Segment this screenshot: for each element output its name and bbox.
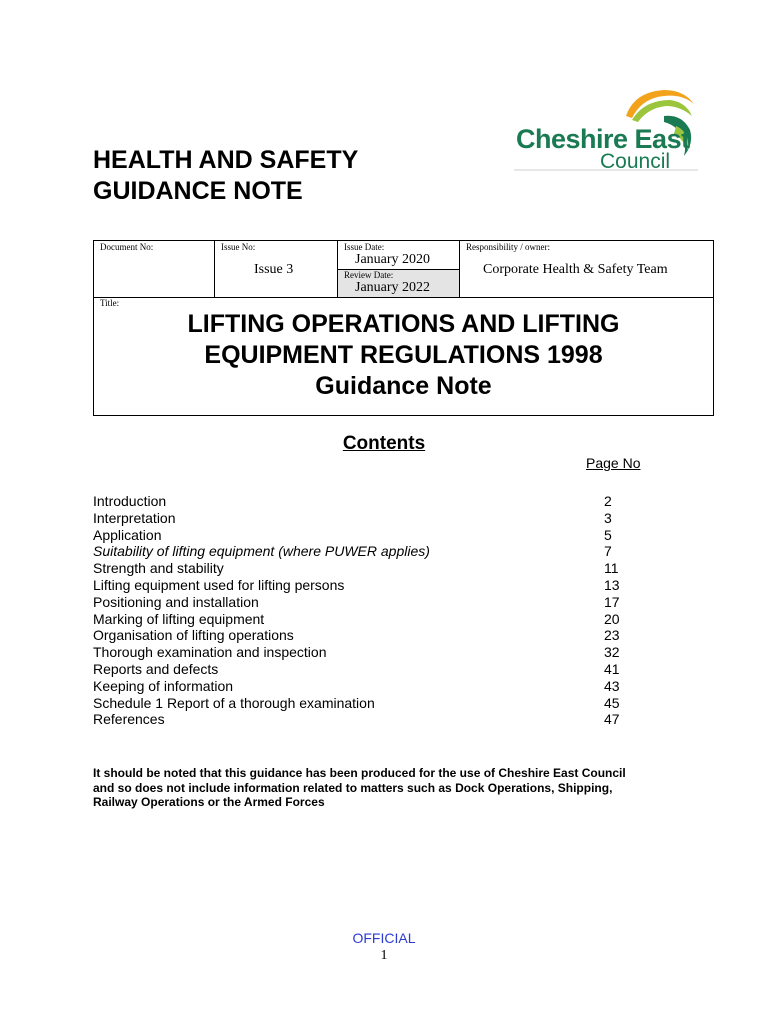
toc-entry-page: 47 bbox=[604, 711, 620, 728]
classification-label: OFFICIAL bbox=[352, 930, 416, 946]
document-no-label: Document No: bbox=[100, 242, 154, 252]
toc-entry-page: 41 bbox=[604, 660, 620, 677]
issue-no-value: Issue 3 bbox=[254, 262, 294, 277]
toc-entry-page: 43 bbox=[604, 677, 620, 694]
toc-entry bbox=[93, 611, 633, 628]
toc-entry bbox=[93, 560, 633, 577]
heading-line-1: HEALTH AND SAFETY bbox=[93, 146, 359, 174]
toc-entry-title: Marking of lifting equipment bbox=[93, 610, 265, 627]
toc-entry bbox=[93, 493, 633, 510]
table-divider bbox=[94, 297, 713, 298]
toc-entry-title: Interpretation bbox=[93, 509, 176, 526]
toc-entry-page: 23 bbox=[604, 627, 620, 644]
heading-line-2: GUIDANCE NOTE bbox=[93, 177, 303, 205]
toc-entry-page: 5 bbox=[604, 526, 612, 543]
toc-entry-title: Schedule 1 Report of a thorough examination bbox=[93, 694, 375, 711]
logo-text-cheshire-east: Cheshire East bbox=[516, 124, 690, 154]
toc-entry-title: Thorough examination and inspection bbox=[93, 644, 327, 661]
toc-entry-page: 7 bbox=[604, 543, 612, 560]
toc-entry bbox=[93, 543, 633, 560]
document-heading bbox=[93, 145, 358, 207]
toc-entry-page: 20 bbox=[604, 610, 620, 627]
responsibility-label: Responsibility / owner: bbox=[466, 242, 550, 252]
issue-date-subcell bbox=[338, 241, 459, 269]
review-date-label: Review Date: bbox=[344, 270, 394, 280]
toc-entry-title: Suitability of lifting equipment (where PUWER applies) bbox=[93, 543, 430, 560]
note-line-3: Railway Operations or the Armed Forces bbox=[93, 795, 325, 809]
toc-entry-page: 45 bbox=[604, 694, 620, 711]
toc-entry bbox=[93, 594, 633, 611]
title-line-1: LIFTING OPERATIONS AND LIFTING bbox=[187, 310, 620, 338]
toc-entry-title: Keeping of information bbox=[93, 677, 234, 694]
title-line-2: EQUIPMENT REGULATIONS 1998 bbox=[204, 341, 603, 369]
dates-cell bbox=[338, 241, 459, 297]
note-line-2: and so does not include information related to matters such as Dock Operations, Shipping, bbox=[93, 780, 613, 795]
document-no-cell bbox=[94, 241, 214, 297]
toc-entry-page: 3 bbox=[604, 509, 612, 526]
toc-entry bbox=[93, 695, 633, 712]
toc-entry-page: 17 bbox=[604, 593, 620, 610]
toc-entry-title: Application bbox=[93, 526, 162, 543]
contents-heading bbox=[0, 433, 768, 455]
issue-date-label: Issue Date: bbox=[344, 242, 385, 252]
page-no-heading: Page No bbox=[586, 455, 641, 471]
toc-entry-page: 2 bbox=[604, 493, 612, 509]
document-info-table bbox=[93, 240, 714, 416]
responsibility-value: Corporate Health & Safety Team bbox=[483, 262, 668, 277]
cheshire-east-council-logo bbox=[514, 86, 698, 172]
toc-entry-title: Reports and defects bbox=[93, 660, 219, 677]
logo-text-council: Council bbox=[600, 150, 671, 173]
contents-heading-text: Contents bbox=[342, 433, 426, 454]
toc-entry-page: 11 bbox=[604, 560, 619, 577]
toc-entry bbox=[93, 661, 633, 678]
document-title bbox=[94, 309, 713, 402]
toc-entry-title: Lifting equipment used for lifting persons bbox=[93, 576, 345, 593]
issue-date-value: January 2020 bbox=[355, 252, 431, 267]
table-of-contents bbox=[93, 493, 633, 728]
toc-entry bbox=[93, 644, 633, 661]
title-line-3: Guidance Note bbox=[315, 372, 492, 400]
toc-entry bbox=[93, 510, 633, 527]
issue-no-label: Issue No: bbox=[221, 242, 256, 252]
toc-entry-title: Positioning and installation bbox=[93, 593, 259, 610]
title-label: Title: bbox=[100, 298, 120, 308]
issue-no-cell bbox=[215, 241, 337, 297]
note-line-1: It should be noted that this guidance has been produced for the use of Cheshire East Council bbox=[93, 766, 626, 780]
toc-entry bbox=[93, 678, 633, 695]
toc-entry-title: Organisation of lifting operations bbox=[93, 627, 294, 644]
responsibility-cell bbox=[460, 241, 713, 297]
toc-entry-title: Strength and stability bbox=[93, 560, 224, 577]
toc-entry-page: 32 bbox=[604, 644, 620, 661]
toc-entry-title: References bbox=[93, 711, 165, 728]
toc-entry-title: Introduction bbox=[93, 493, 167, 509]
toc-entry bbox=[93, 577, 633, 594]
review-date-value: January 2022 bbox=[355, 280, 431, 295]
page-number: 1 bbox=[380, 948, 388, 963]
toc-entry bbox=[93, 711, 633, 728]
toc-entry-page: 13 bbox=[604, 576, 620, 593]
toc-entry bbox=[93, 527, 633, 544]
scope-note bbox=[93, 766, 683, 810]
review-date-subcell bbox=[338, 270, 459, 297]
toc-entry bbox=[93, 627, 633, 644]
